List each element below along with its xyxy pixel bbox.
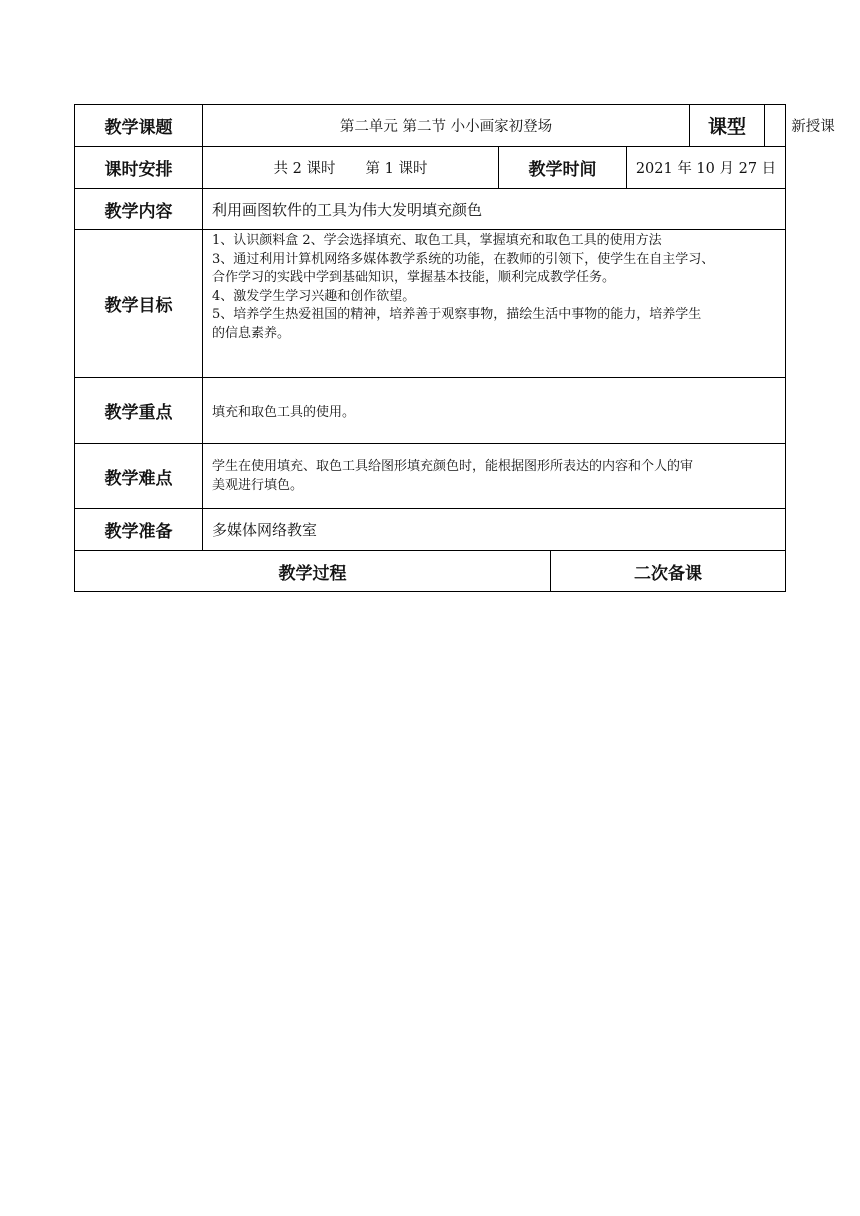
row-preparation	[74, 508, 786, 550]
value-difficulties	[202, 443, 786, 508]
value-goals	[202, 229, 786, 377]
value-topic: 第二单元 第二节 小小画家初登场	[202, 104, 689, 146]
label-preparation: 教学准备	[74, 508, 202, 550]
value-key-points: 填充和取色工具的使用。	[202, 377, 786, 443]
value-time: 2021 年 10 月 27 日	[626, 146, 786, 188]
row-schedule	[74, 146, 786, 188]
label-process: 教学过程	[74, 550, 550, 591]
label-goals: 教学目标	[74, 229, 202, 377]
value-preparation: 多媒体网络教室	[202, 508, 786, 550]
label-difficulties: 教学难点	[74, 443, 202, 508]
label-schedule: 课时安排	[74, 146, 202, 188]
table-bottom-border	[74, 591, 786, 592]
label-topic: 教学课题	[74, 104, 202, 146]
value-content: 利用画图软件的工具为伟大发明填充颜色	[202, 188, 786, 229]
difficulty-line: 美观进行填色。	[212, 477, 304, 493]
goal-line: 1、认识颜料盒 2、学会选择填充、取色工具，掌握填充和取色工具的使用方法	[212, 233, 662, 248]
total-periods: 共 2 课时	[273, 161, 336, 177]
label-second-prep: 二次备课	[550, 550, 786, 591]
row-footer	[74, 550, 786, 591]
goal-line: 5、培养学生热爱祖国的精神，培养善于观察事物，描绘生活中事物的能力，培养学生	[212, 307, 702, 322]
label-key-points: 教学重点	[74, 377, 202, 443]
label-lesson-type: 课型	[689, 104, 764, 146]
row-topic-type	[74, 104, 835, 146]
row-difficulties	[74, 443, 786, 508]
value-schedule	[202, 146, 498, 188]
row-key-points	[74, 377, 786, 443]
value-lesson-type: 新授课	[764, 104, 860, 146]
current-period: 第 1 课时	[365, 161, 428, 177]
goal-line: 的信息素养。	[212, 325, 291, 341]
difficulty-line: 学生在使用填充、取色工具给图形填充颜色时，能根据图形所表达的内容和个人的审	[212, 459, 694, 474]
label-content: 教学内容	[74, 188, 202, 229]
type-wrapper	[689, 104, 835, 146]
goal-line: 4、激发学生学习兴趣和创作欲望。	[212, 288, 416, 304]
goal-line: 3、通过利用计算机网络多媒体教学系统的功能，在教师的引领下，使学生在自主学习、	[212, 251, 715, 267]
row-content	[74, 188, 786, 229]
label-time: 教学时间	[498, 146, 626, 188]
goals-list	[203, 230, 785, 343]
goal-line: 合作学习的实践中学到基础知识，掌握基本技能，顺利完成教学任务。	[212, 270, 616, 285]
row-goals	[74, 229, 786, 377]
